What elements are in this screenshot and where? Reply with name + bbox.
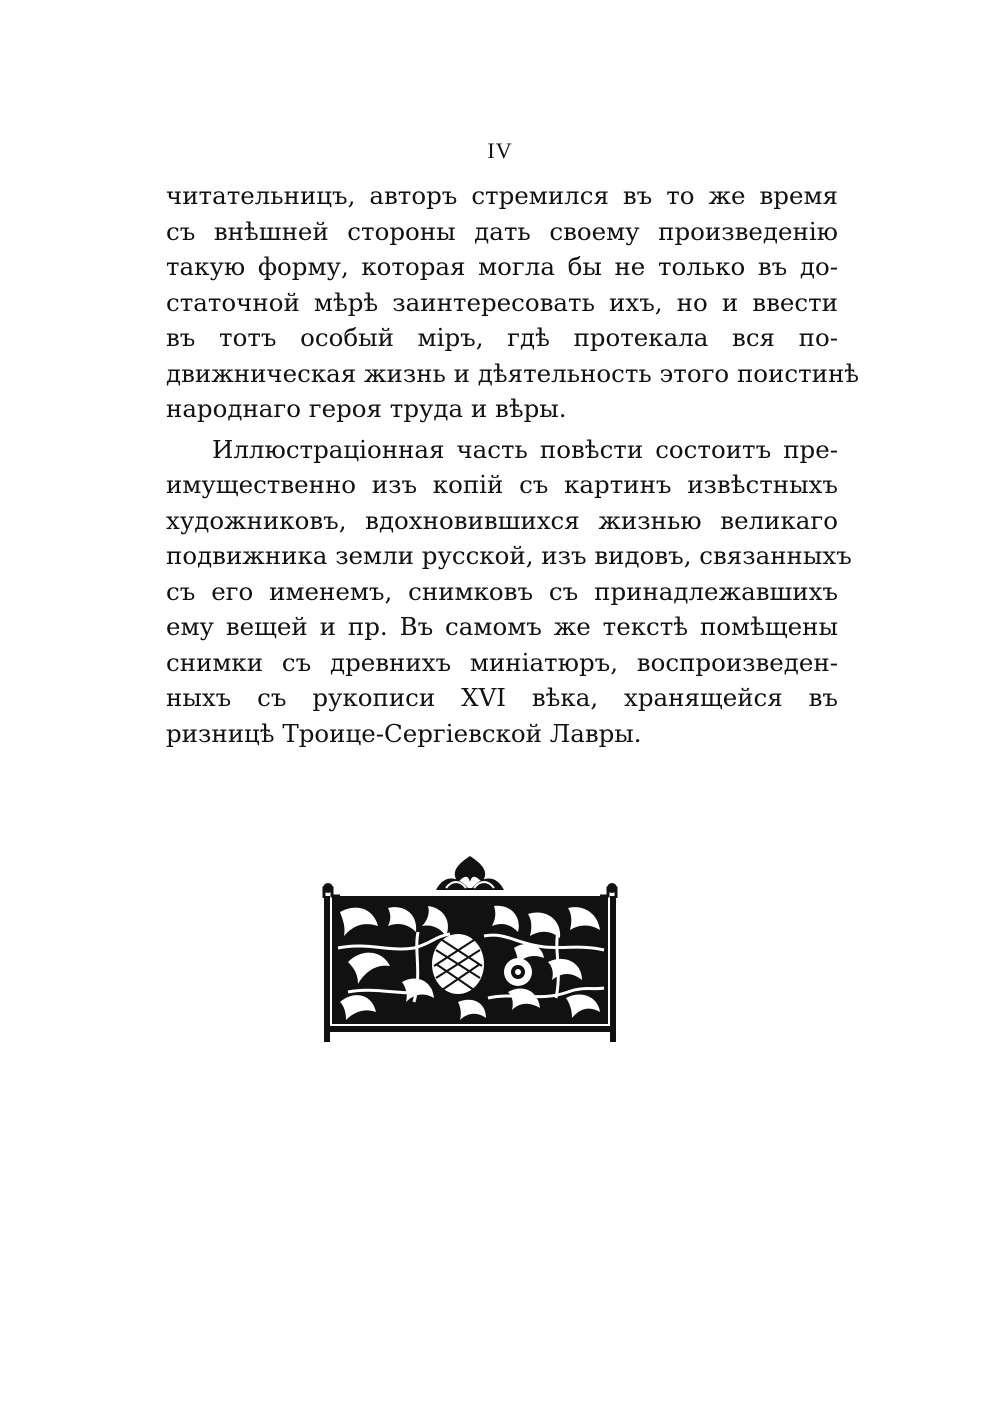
paragraph (166, 178, 860, 427)
text-line: читательницъ, авторъ стремился въ то же время (166, 181, 838, 210)
text-line: снимки съ древнихъ миніатюръ, воспроизведен- (166, 647, 838, 677)
text-line: движническая жизнь и дѣятельность этого поистинѣ (166, 358, 860, 388)
text-line: въ тотъ особый міръ, гдѣ протекала вся по- (166, 323, 838, 352)
text-line: народнаго героя труда и вѣры. (166, 394, 567, 423)
text-line: художниковъ, вдохновившихся жизнью великаго (166, 505, 838, 535)
text-line: статочной мѣрѣ заинтересовать ихъ, но и ввести (166, 287, 838, 317)
text-line: имущественно изъ копій съ картинъ извѣстныхъ (166, 470, 838, 499)
text-line: ризницѣ Троице-Сергіевской Лавры. (166, 718, 642, 748)
text-line: съ внѣшней стороны дать своему произведенію (166, 216, 838, 246)
text-line: съ его именемъ, снимковъ съ принадлежавшихъ (166, 576, 838, 606)
page-number: IV (487, 138, 513, 163)
text-line: ныхъ съ рукописи XVI вѣка, хранящейся въ (166, 683, 838, 712)
floral-ornament-vignette (318, 852, 622, 1042)
text-line: такую форму, которая могла бы не только въ до- (166, 252, 838, 281)
paragraph (166, 432, 852, 752)
text-line: Иллюстраціонная часть повѣсти состоитъ пре- (212, 434, 838, 464)
text-line: ему вещей и пр. Въ самомъ же текстѣ помѣщены (166, 612, 838, 641)
text-line: подвижника земли русской, изъ видовъ, связанныхъ (166, 541, 852, 570)
body-text (166, 178, 860, 751)
